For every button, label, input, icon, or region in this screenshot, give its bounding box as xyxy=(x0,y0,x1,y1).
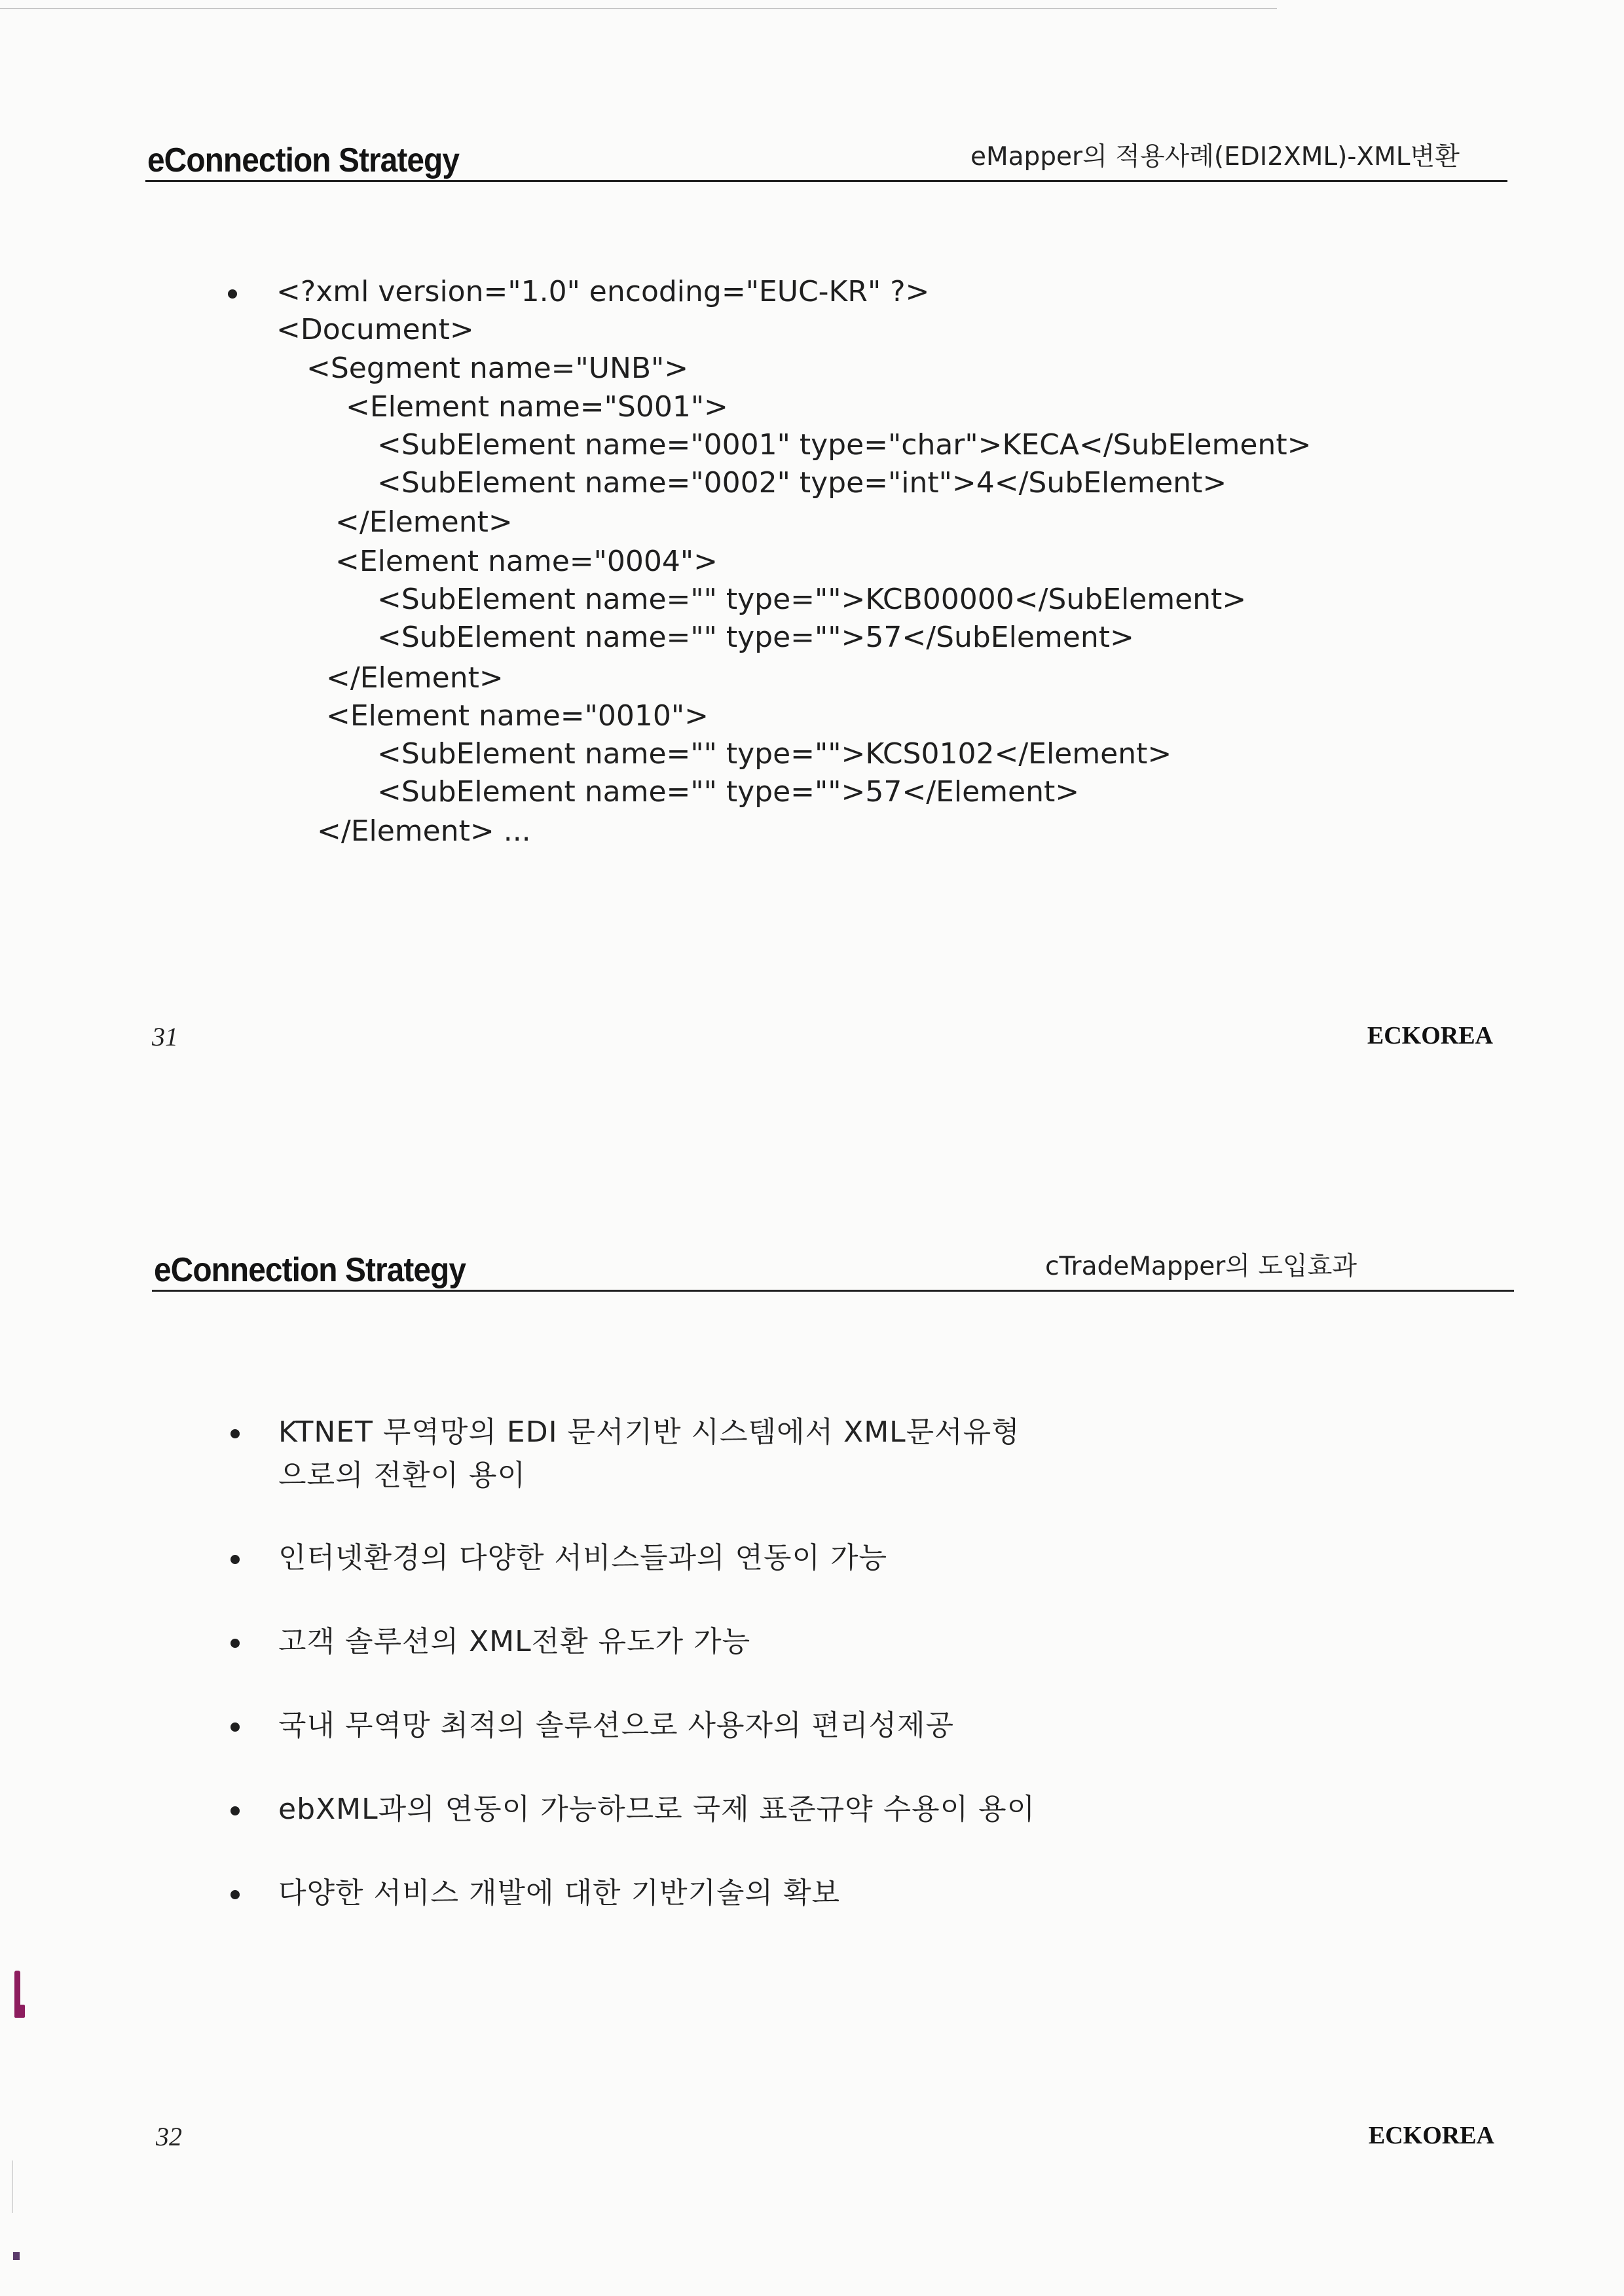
code-line: <SubElement name="" type="">KCB00000</SubElement> xyxy=(377,583,1247,616)
bullet-icon xyxy=(231,1429,240,1438)
list-item-text: 국내 무역망 최적의 솔루션으로 사용자의 편리성제공 xyxy=(278,1709,955,1742)
company-name: ECKOREA xyxy=(1367,1022,1493,1049)
brand-title: eConnection Strategy xyxy=(154,1251,466,1289)
code-line: <Element name="0004"> xyxy=(335,545,718,578)
header-rule xyxy=(145,180,1507,182)
company-name: ECKOREA xyxy=(1368,2122,1494,2149)
bullet-icon xyxy=(231,1806,240,1815)
code-line: <SubElement name="" type="">KCS0102</Element> xyxy=(377,737,1172,771)
code-line: <?xml version="1.0" encoding="EUC-KR" ?> xyxy=(276,275,930,308)
code-line: </Element> xyxy=(326,661,504,695)
code-line: </Element> xyxy=(335,505,513,539)
bullet-icon xyxy=(231,1555,240,1564)
list-item-text: 고객 솔루션의 XML전환 유도가 가능 xyxy=(278,1625,751,1658)
code-line: </Element> ... xyxy=(317,814,531,848)
code-line: <Element name="S001"> xyxy=(346,390,728,424)
bullet-icon xyxy=(231,1639,240,1648)
bullet-icon xyxy=(231,1890,240,1899)
list-item-text: 인터넷환경의 다양한 서비스들과의 연동이 가능 xyxy=(278,1541,888,1575)
slide-topic: eMapper의 적용사례(EDI2XML)-XML변환 xyxy=(970,142,1460,172)
list-item-text: 다양한 서비스 개발에 대한 기반기술의 확보 xyxy=(278,1876,841,1910)
code-line: <SubElement name="0002" type="int">4</SubElement> xyxy=(377,466,1227,500)
scan-mark xyxy=(13,2252,20,2260)
slide-topic: cTradeMapper의 도입효과 xyxy=(1045,1252,1357,1281)
bullet-icon xyxy=(228,289,237,299)
code-line: <Segment name="UNB"> xyxy=(306,352,689,385)
code-line: <Element name="0010"> xyxy=(326,699,709,733)
list-item-text: ebXML과의 연동이 가능하므로 국제 표준규약 수용이 용이 xyxy=(278,1793,1036,1826)
page-number: 31 xyxy=(152,1022,178,1051)
scan-edge-line xyxy=(0,8,1277,9)
page-number: 32 xyxy=(156,2122,182,2151)
header-rule xyxy=(152,1290,1514,1292)
code-line: <Document> xyxy=(276,313,474,346)
code-line: <SubElement name="" type="">57</Element> xyxy=(377,775,1080,809)
code-line: <SubElement name="" type="">57</SubElement> xyxy=(377,621,1134,654)
scan-mark xyxy=(12,2160,13,2213)
bullet-icon xyxy=(231,1722,240,1732)
scan-mark xyxy=(14,2005,25,2018)
list-item-text: KTNET 무역망의 EDI 문서기반 시스템에서 XML문서유형 으로의 전환이 용이 xyxy=(278,1415,1020,1492)
code-line: <SubElement name="0001" type="char">KECA</SubElement> xyxy=(377,428,1312,462)
brand-title: eConnection Strategy xyxy=(147,141,460,179)
